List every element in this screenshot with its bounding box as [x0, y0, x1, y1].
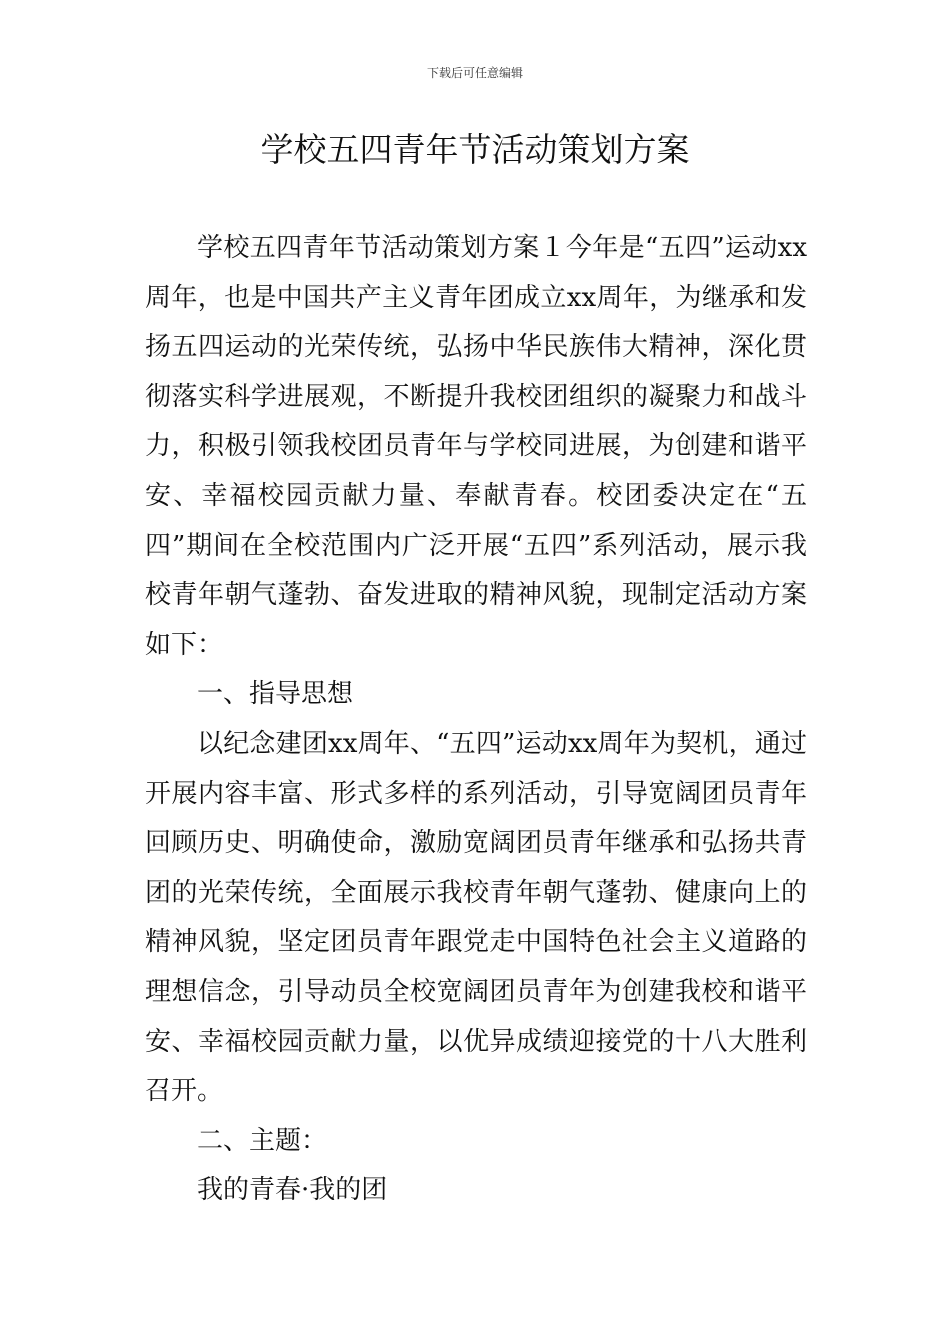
header-note: 下载后可任意编辑 — [426, 66, 523, 80]
paragraph-intro: 学校五四青年节活动策划方案１今年是“五四”运动xx周年，也是中国共产主义青年团成立xx周年，为继承和发扬五四运动的光荣传统，弘扬中华民族伟大精神，深化贯彻落实科学进展观，不断提升我校团组织的凝聚力和战斗力，积极引领我校团员青年与学校同进展，为创建和谐平安、幸福校园贡献力量、奉献青春。校团委决定在“五四”期间在全校范围内广泛开展“五四”系列活动，展示我校青年朝气蓬勃、奋发进取的精神风貌，现制定活动方案如下： — [145, 233, 807, 660]
section-heading-guiding-ideology: 一、指导思想 — [197, 679, 354, 710]
section-heading-theme: 二、主题： — [197, 1125, 328, 1156]
paragraph-theme: 我的青春·我的团 — [197, 1175, 388, 1206]
paragraph-guiding-ideology: 以纪念建团xx周年、“五四”运动xx周年为契机，通过开展内容丰富、形式多样的系列活动，引导宽阔团员青年回顾历史、明确使命，激励宽阔团员青年继承和弘扬共青团的光荣传统，全面展示我校青年朝气蓬勃、健康向上的精神风貌，坚定团员青年跟党走中国特色社会主义道路的理想信念，引导动员全校宽阔团员青年为创建我校和谐平安、幸福校园贡献力量，以优异成绩迎接党的十八大胜利召开。 — [145, 728, 807, 1107]
document-body — [145, 224, 807, 1216]
document-title: 学校五四青年节活动策划方案 — [260, 130, 690, 169]
